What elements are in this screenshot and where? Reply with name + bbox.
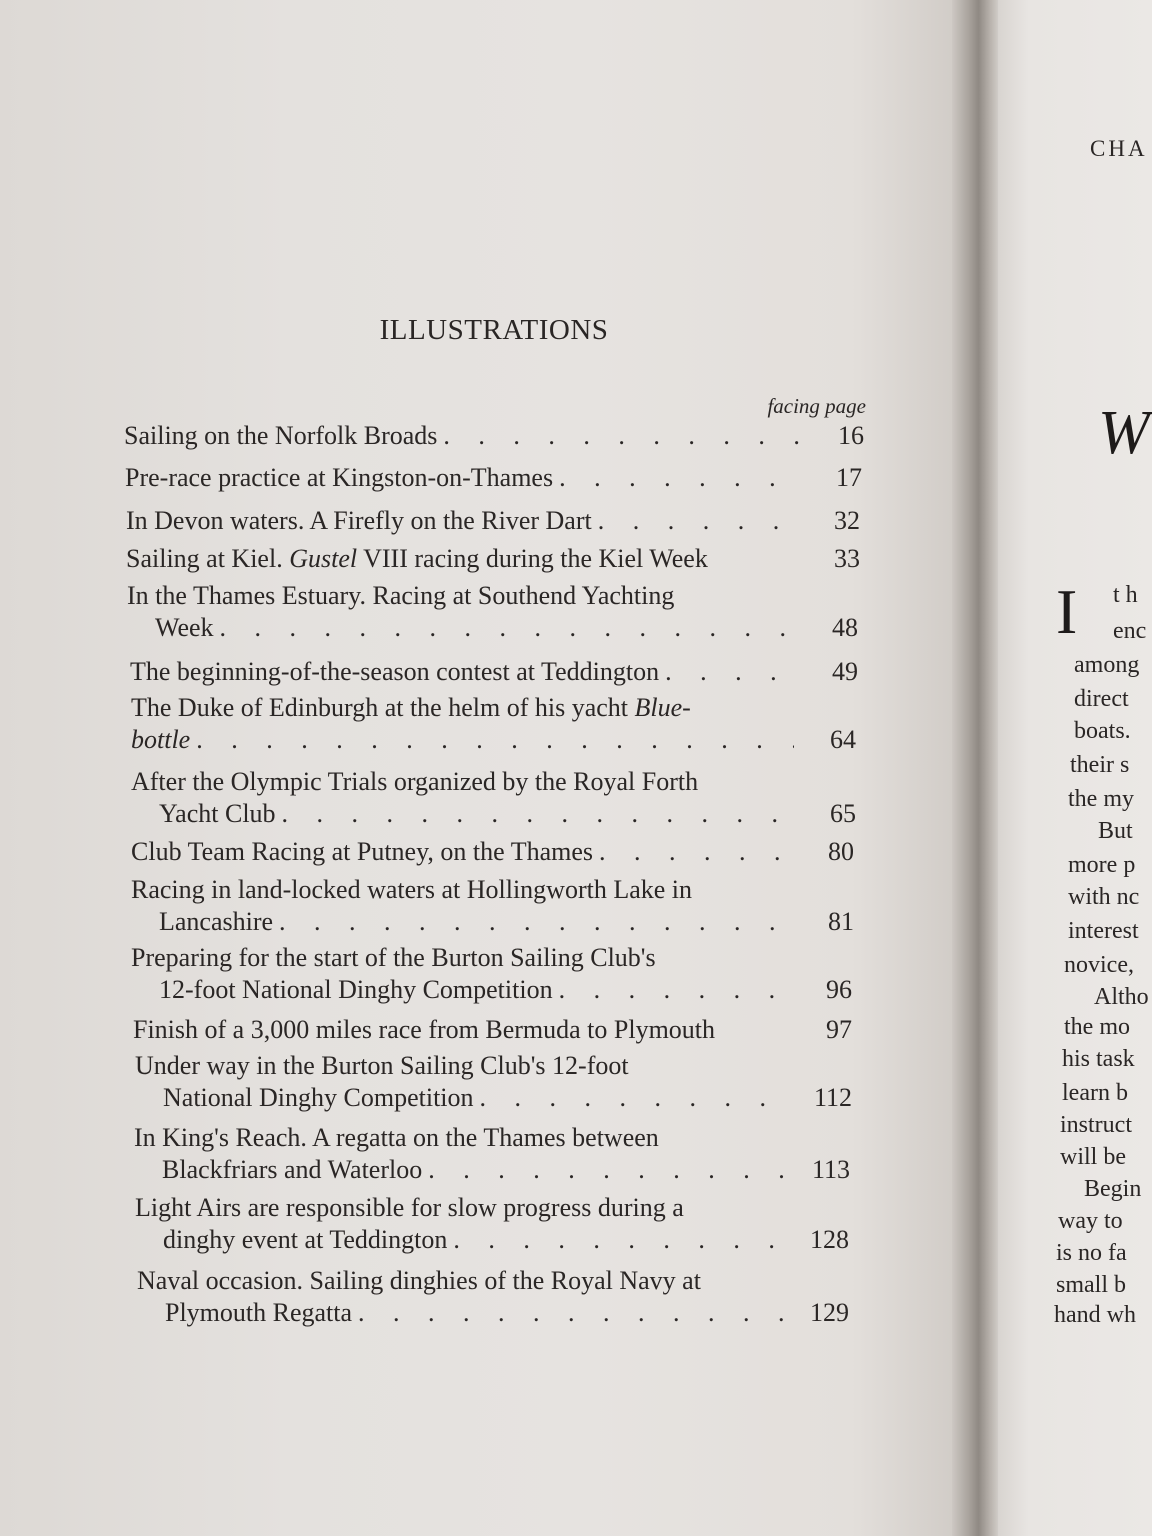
dot-leader bbox=[665, 656, 796, 688]
text-fragment: instruct bbox=[1060, 1112, 1132, 1138]
entry-title: Pre-race practice at Kingston-on-Thames bbox=[125, 463, 554, 492]
entry-page-number: 17 bbox=[836, 463, 862, 492]
text-fragment: learn b bbox=[1062, 1080, 1128, 1106]
text-fragment: way to bbox=[1058, 1208, 1123, 1234]
entry-title-continued: dinghy event at Teddington bbox=[163, 1225, 448, 1254]
entry-page-number: 65 bbox=[830, 799, 856, 828]
text-fragment: the mo bbox=[1064, 1014, 1130, 1040]
entry-title: After the Olympic Trials organized by the Royal Forth bbox=[131, 767, 699, 796]
chapter-title-fragment: W bbox=[1098, 399, 1150, 467]
list-item bbox=[137, 1265, 849, 1329]
entry-page-number: 97 bbox=[826, 1015, 852, 1044]
list-item bbox=[135, 1192, 849, 1256]
entry-title-continued: Yacht Club bbox=[159, 799, 276, 828]
text-fragment: boats. bbox=[1074, 718, 1131, 744]
entry-page-number: 80 bbox=[828, 837, 854, 866]
entry-title-continued: Lancashire bbox=[159, 907, 274, 936]
text-fragment: their s bbox=[1070, 752, 1130, 778]
list-item bbox=[130, 656, 858, 688]
dot-leader bbox=[428, 1154, 788, 1186]
dot-leader bbox=[196, 724, 794, 756]
right-page bbox=[998, 0, 1152, 1536]
entry-title: The beginning-of-the-season contest at Teddington bbox=[130, 657, 660, 686]
entry-title: Light Airs are responsible for slow progress during a bbox=[135, 1193, 684, 1222]
dot-leader bbox=[598, 505, 798, 537]
entry-title: Club Team Racing at Putney, on the Thames bbox=[131, 837, 594, 866]
dot-leader bbox=[220, 612, 796, 644]
text-fragment: interest bbox=[1068, 918, 1139, 944]
entry-title: In Devon waters. A Firefly on the River Dart bbox=[126, 506, 592, 535]
text-fragment: Begin bbox=[1084, 1176, 1142, 1202]
text-fragment: will be bbox=[1060, 1144, 1126, 1170]
dot-leader bbox=[282, 798, 794, 830]
dot-leader bbox=[358, 1297, 787, 1329]
entry-title-continued: Blackfriars and Waterloo bbox=[162, 1155, 423, 1184]
text-fragment: his task bbox=[1062, 1046, 1135, 1072]
list-item bbox=[131, 692, 856, 756]
list-item bbox=[134, 1122, 850, 1186]
facing-page-label: facing page bbox=[767, 394, 866, 418]
list-item bbox=[125, 462, 862, 494]
entry-page-number: 129 bbox=[810, 1298, 849, 1327]
dot-leader bbox=[480, 1082, 790, 1114]
list-item bbox=[127, 580, 858, 644]
entry-title: In King's Reach. A regatta on the Thames between bbox=[134, 1123, 659, 1152]
entry-page-number: 49 bbox=[832, 657, 858, 686]
entry-page-number: 96 bbox=[826, 975, 852, 1004]
entry-page-number: 113 bbox=[811, 1155, 850, 1184]
entry-title: Sailing on the Norfolk Broads bbox=[124, 421, 438, 450]
text-fragment: But bbox=[1098, 818, 1133, 844]
list-item bbox=[126, 543, 860, 575]
entry-page-number: 32 bbox=[834, 506, 860, 535]
entry-title: Racing in land-locked waters at Hollingworth Lake in bbox=[131, 875, 693, 904]
dot-leader bbox=[453, 1224, 787, 1256]
dot-leader bbox=[279, 906, 792, 938]
text-fragment: direct bbox=[1074, 686, 1129, 712]
dot-leader bbox=[559, 462, 800, 494]
entry-title-continued: 12-foot National Dinghy Competition bbox=[159, 975, 553, 1004]
list-item bbox=[124, 420, 864, 452]
entry-page-number: 16 bbox=[838, 421, 864, 450]
entry-title-continued: National Dinghy Competition bbox=[163, 1083, 474, 1112]
entry-title-continued: Plymouth Regatta bbox=[165, 1298, 353, 1327]
drop-cap: I bbox=[1056, 576, 1078, 647]
text-fragment: with nc bbox=[1068, 884, 1140, 910]
text-fragment: t h bbox=[1113, 582, 1138, 608]
entry-page-number: 112 bbox=[813, 1083, 852, 1112]
list-item bbox=[135, 1050, 852, 1114]
text-fragment: hand wh bbox=[1054, 1302, 1136, 1328]
dot-leader bbox=[443, 420, 802, 452]
entry-page-number: 81 bbox=[828, 907, 854, 936]
entry-title: Naval occasion. Sailing dinghies of the Royal Navy at bbox=[137, 1266, 701, 1295]
list-item bbox=[133, 1014, 852, 1046]
entry-title-continued: Week bbox=[155, 613, 214, 642]
entry-page-number: 128 bbox=[810, 1225, 849, 1254]
text-fragment: novice, bbox=[1064, 952, 1134, 978]
text-fragment: Altho bbox=[1094, 984, 1149, 1010]
entry-title: In the Thames Estuary. Racing at Southend Yachting bbox=[127, 581, 675, 610]
page-heading: ILLUSTRATIONS bbox=[379, 314, 609, 346]
text-fragment: enc bbox=[1113, 618, 1147, 644]
entry-title-continued: bottle bbox=[131, 725, 191, 754]
text-fragment: more p bbox=[1068, 852, 1136, 878]
entry-title: The Duke of Edinburgh at the helm of his yacht Blue- bbox=[131, 693, 691, 722]
list-item bbox=[131, 766, 856, 830]
text-fragment: among bbox=[1074, 652, 1140, 678]
entry-page-number: 48 bbox=[832, 613, 858, 642]
list-item bbox=[131, 836, 854, 868]
entry-title: Sailing at Kiel. Gustel VIII racing during the Kiel Week bbox=[126, 544, 708, 573]
entry-page-number: 33 bbox=[834, 544, 860, 573]
entry-title: Under way in the Burton Sailing Club's 12-foot bbox=[135, 1051, 629, 1080]
dot-leader bbox=[559, 974, 790, 1006]
entry-title: Preparing for the start of the Burton Sailing Club's bbox=[131, 943, 656, 972]
chapter-heading-fragment: CHA bbox=[1090, 136, 1148, 161]
dot-leader bbox=[599, 836, 792, 868]
entry-page-number: 64 bbox=[830, 725, 856, 754]
entry-title: Finish of a 3,000 miles race from Bermuda to Plymouth bbox=[133, 1015, 716, 1044]
list-item bbox=[131, 874, 854, 938]
list-item bbox=[131, 942, 852, 1006]
text-fragment: the my bbox=[1068, 786, 1134, 812]
list-item bbox=[126, 505, 860, 537]
text-fragment: is no fa bbox=[1056, 1240, 1127, 1266]
text-fragment: small b bbox=[1056, 1272, 1126, 1298]
